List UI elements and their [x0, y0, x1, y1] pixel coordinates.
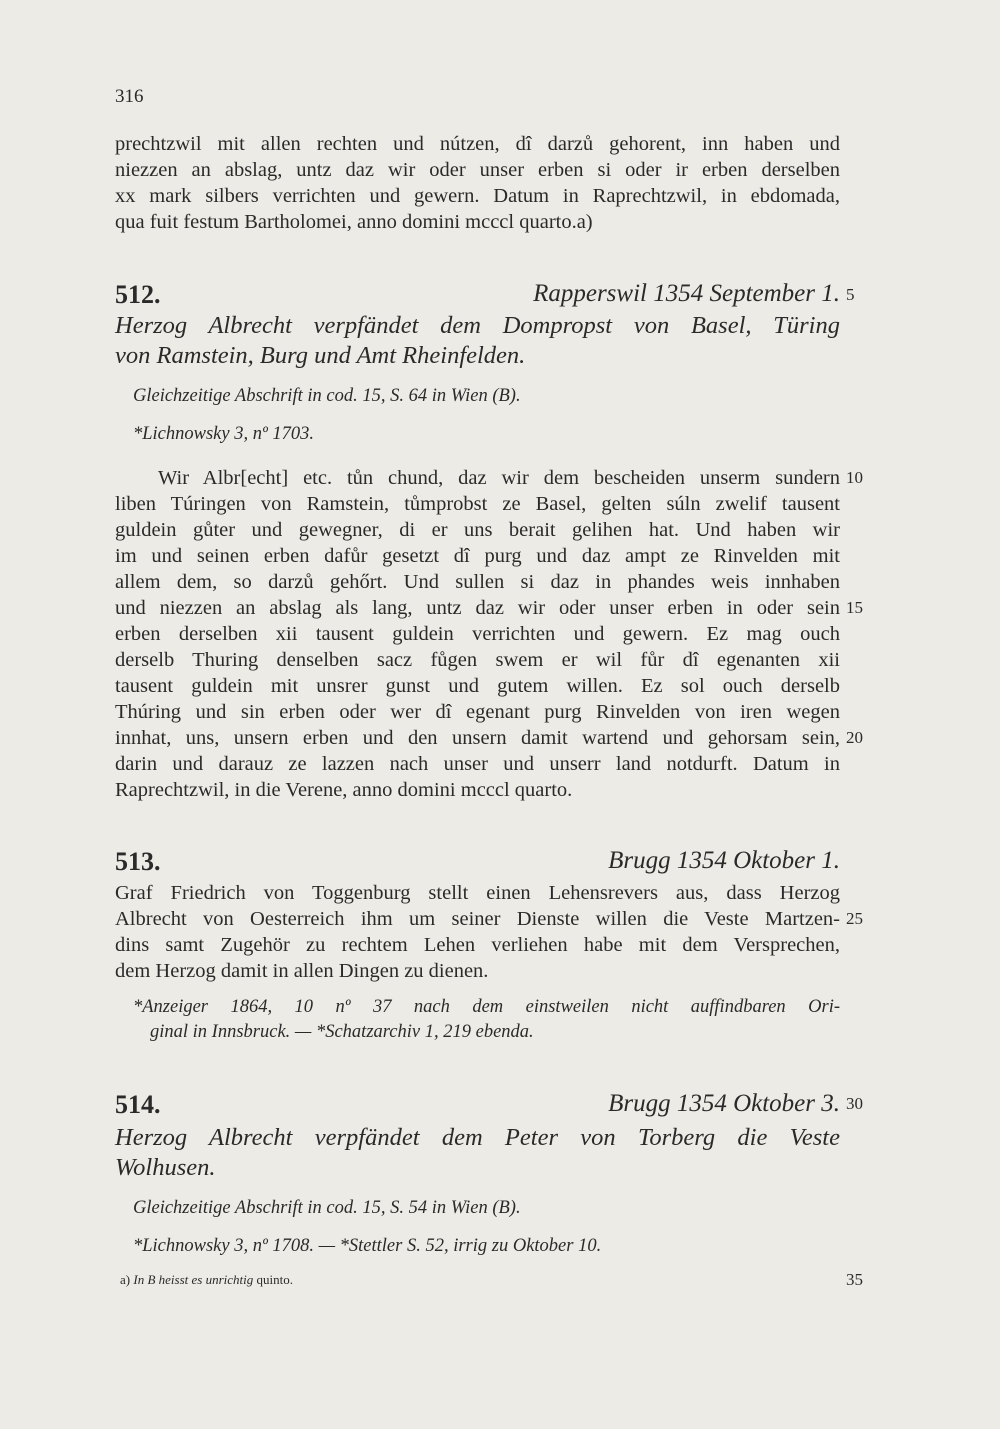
entry-512-regest-1: Herzog Albrecht verpfändet dem Dompropst von Basel, Türing — [115, 312, 840, 339]
entry-512-text-11: innhat, uns, unsern erben und den unsern damit wartend und gehorsam sein, — [115, 727, 840, 749]
entry-513-regest-3: dins samt Zugehör zu rechtem Lehen verliehen habe mit dem Versprechen, — [115, 934, 840, 956]
entry-513-regest-1: Graf Friedrich von Toggenburg stellt einen Lehensrevers aus, dass Herzog — [115, 882, 840, 904]
entry-512-text-10: Thúring und sin erben oder wer dî egenant purg Rinvelden von iren wegen — [115, 701, 840, 723]
page-number: 316 — [115, 86, 144, 107]
entry-512-text-2: liben Túringen von Ramstein, tůmprobst ze Basel, gelten súln zwelif tausent — [115, 493, 840, 515]
entry-512-text-9: tausent guldein mit unsrer gunst und gutem willen. Ez sol ouch derselb — [115, 675, 840, 697]
footnote-word: quinto. — [256, 1272, 293, 1287]
entry-512-text-12: darin und darauz ze lazzen nach unser und unserr land notdurft. Datum in — [115, 753, 840, 775]
entry-512-source: Gleichzeitige Abschrift in cod. 15, S. 64 in Wien (B). — [133, 386, 521, 406]
footnote-text: In B heisst es unrichtig — [133, 1272, 254, 1287]
intro-line-2: niezzen an abslag, untz daz wir oder unser erben si oder ir erben derselben — [115, 159, 840, 181]
entry-512-heading — [115, 280, 840, 310]
entry-514-reference: *Lichnowsky 3, nº 1708. — *Stettler S. 52, irrig zu Oktober 10. — [133, 1236, 602, 1256]
entry-512-text-13: Raprechtzwil, in die Verene, anno domini mcccl quarto. — [115, 779, 573, 801]
entry-512-text-3: guldein gůter und gewegner, di er uns berait gelihen hat. Und haben wir — [115, 519, 840, 541]
footnote-mark: a) — [120, 1272, 131, 1287]
entry-513-heading — [115, 847, 840, 877]
entry-513-reference-2: ginal in Innsbruck. — *Schatzarchiv 1, 219 ebenda. — [150, 1022, 534, 1042]
intro-line-4: qua fuit festum Bartholomei, anno domini mcccl quarto.a) — [115, 211, 593, 233]
entry-number: 512. — [115, 280, 161, 309]
intro-line-3: xx mark silbers verrichten und gewern. Datum in Raprechtzwil, in ebdomada, — [115, 185, 840, 207]
entry-512-text-8: derselb Thuring denselben sacz fůgen swem er wil fůr dî egenanten xii — [115, 649, 840, 671]
entry-512-text-6: und niezzen an abslag als lang, untz daz wir oder unser erben in oder sein — [115, 597, 840, 619]
entry-513-regest-2: Albrecht von Oesterreich ihm um seiner Dienste willen die Veste Martzen- — [115, 908, 840, 930]
margin-line-number: 30 — [846, 1094, 863, 1113]
entry-512-text-5: allem dem, so darzů gehőrt. Und sullen si daz in phandes weis innhaben — [115, 571, 840, 593]
footnote — [120, 1272, 293, 1288]
entry-514-regest-1: Herzog Albrecht verpfändet dem Peter von Torberg die Veste — [115, 1124, 840, 1151]
entry-512-text-1: Wir Albr[echt] etc. tůn chund, daz wir dem bescheiden unserm sundern — [158, 467, 840, 489]
entry-512-text-7: erben derselben xii tausent guldein verrichten und gewern. Ez mag ouch — [115, 623, 840, 645]
margin-line-number: 25 — [846, 909, 863, 928]
entry-512-text-4: im und seinen erben dafůr gesetzt dî purg und daz ampt ze Rinvelden mit — [115, 545, 840, 567]
entry-place-date: Brugg 1354 Oktober 3. — [608, 1090, 840, 1117]
entry-512-reference: *Lichnowsky 3, nº 1703. — [133, 424, 314, 444]
entry-place-date: Rapperswil 1354 September 1. — [533, 280, 840, 307]
entry-514-heading — [115, 1090, 840, 1120]
entry-514-regest-2: Wolhusen. — [115, 1154, 216, 1181]
entry-513-reference-1: *Anzeiger 1864, 10 nº 37 nach dem einstweilen nicht auffindbaren Ori- — [133, 997, 840, 1017]
entry-place-date: Brugg 1354 Oktober 1. — [608, 847, 840, 874]
entry-513-regest-4: dem Herzog damit in allen Dingen zu dienen. — [115, 960, 489, 982]
margin-line-number: 15 — [846, 598, 863, 617]
entry-514-source: Gleichzeitige Abschrift in cod. 15, S. 54 in Wien (B). — [133, 1198, 521, 1218]
margin-line-number: 5 — [846, 285, 855, 304]
margin-line-number: 35 — [846, 1270, 863, 1289]
entry-number: 514. — [115, 1090, 161, 1119]
entry-512-regest-2: von Ramstein, Burg und Amt Rheinfelden. — [115, 342, 526, 369]
margin-line-number: 10 — [846, 468, 863, 487]
margin-line-number: 20 — [846, 728, 863, 747]
entry-number: 513. — [115, 847, 161, 876]
intro-line-1: prechtzwil mit allen rechten und nútzen, dî darzů gehorent, inn haben und — [115, 133, 840, 155]
